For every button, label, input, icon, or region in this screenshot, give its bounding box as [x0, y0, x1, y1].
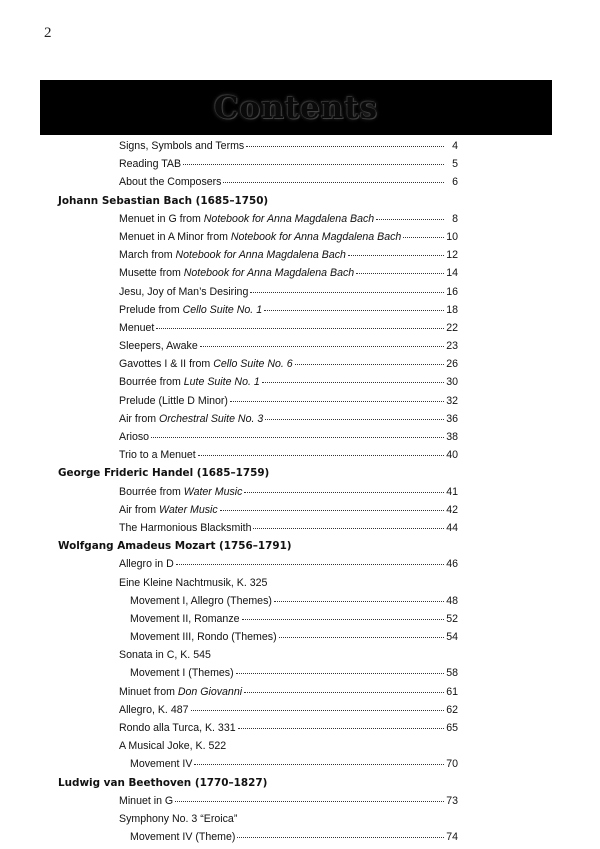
toc-entry — [58, 395, 458, 413]
dot-leader — [200, 346, 444, 347]
toc-title-text: Wolfgang Amadeus Mozart (1756–1791) — [58, 540, 292, 553]
dot-leader — [242, 619, 444, 620]
toc-page-number: 62 — [446, 703, 458, 716]
toc-title-text: Eine Kleine Nachtmusik, K. 325 — [119, 576, 268, 589]
toc-entry — [58, 449, 458, 467]
toc-page-number: 38 — [446, 431, 458, 443]
toc-title-text: Trio to a Menuet — [119, 449, 196, 462]
toc-entry — [58, 522, 458, 540]
composer-heading — [58, 467, 458, 485]
toc-page-number: 14 — [446, 267, 458, 280]
toc-title-italic: Cello Suite No. 6 — [213, 358, 293, 371]
toc-page-number: 70 — [446, 758, 458, 771]
toc-title — [119, 340, 198, 352]
dot-leader — [230, 401, 444, 402]
toc-title — [119, 376, 260, 388]
toc-page-number: 32 — [446, 394, 458, 407]
dot-leader — [403, 237, 444, 238]
toc-page-number: 5 — [452, 158, 458, 171]
toc-title-italic: Orchestral Suite No. 3 — [159, 412, 264, 425]
toc-title — [119, 249, 346, 261]
toc-title — [119, 158, 181, 170]
dot-leader — [279, 637, 444, 638]
toc-title-text: Rondo alla Turca, K. 331 — [119, 722, 236, 734]
toc-entry — [58, 722, 458, 740]
banner-title: Contents — [213, 89, 379, 126]
dot-leader — [238, 728, 444, 729]
toc-title — [130, 667, 234, 679]
toc-subhead — [58, 649, 458, 667]
toc-entry — [58, 376, 458, 394]
toc-title-text: About the Composers — [119, 176, 222, 189]
toc-title-text: Prelude from — [119, 303, 183, 316]
toc-title — [119, 577, 267, 589]
dot-leader — [356, 273, 444, 274]
toc-page-number: 4 — [452, 140, 458, 152]
dot-leader — [246, 146, 444, 147]
toc-page-number: 12 — [446, 249, 458, 262]
toc-title — [119, 722, 236, 734]
toc-page-number: 10 — [446, 230, 458, 243]
dot-leader — [151, 437, 444, 438]
dot-leader — [250, 292, 444, 293]
toc-title — [119, 704, 189, 716]
dot-leader — [295, 364, 444, 365]
toc-title-text: Allegro, K. 487 — [119, 703, 189, 716]
toc-title — [119, 213, 374, 225]
toc-title-text: Movement II, Romanze — [130, 612, 240, 625]
dot-leader — [348, 255, 444, 256]
toc-entry — [58, 249, 458, 267]
toc-title — [119, 522, 251, 534]
toc-page-number: 16 — [446, 285, 458, 298]
toc-page-number: 74 — [446, 831, 458, 844]
page-number: 2 — [44, 25, 52, 41]
toc-entry — [58, 558, 458, 576]
toc-title — [119, 558, 174, 570]
toc-page-number: 48 — [446, 594, 458, 607]
toc-entry — [58, 340, 458, 358]
dot-leader — [265, 419, 444, 420]
toc-title-italic: Notebook for Anna Magdalena Bach — [175, 249, 346, 262]
toc-title-text: Movement I (Themes) — [130, 667, 234, 680]
toc-title-text: March from — [119, 249, 176, 262]
toc-page-number: 6 — [452, 176, 458, 189]
toc-title-text: Minuet from — [119, 685, 178, 698]
dot-leader — [244, 692, 444, 693]
dot-leader — [198, 455, 444, 456]
toc-title — [119, 176, 221, 188]
toc-page-number: 58 — [446, 667, 458, 680]
toc-title-italic: Notebook for Anna Magdalena Bach — [203, 212, 375, 225]
toc-page-number: 40 — [446, 449, 458, 462]
toc-title-text: Jesu, Joy of Man’s Desiring — [119, 285, 249, 298]
dot-leader — [264, 310, 444, 311]
toc-title-text: Air from — [119, 503, 160, 516]
toc-title — [119, 267, 354, 279]
toc-title — [130, 758, 192, 770]
dot-leader — [244, 492, 444, 493]
composer-heading — [58, 195, 458, 213]
toc-title — [119, 649, 211, 661]
toc-entry — [58, 504, 458, 522]
toc-title-text: Ludwig van Beethoven (1770–1827) — [58, 776, 268, 789]
toc-title-italic: Notebook for Anna Magdalena Bach — [183, 267, 355, 280]
toc-page-number: 22 — [446, 321, 458, 334]
toc-title — [119, 686, 242, 698]
toc-title-text: Movement IV — [130, 758, 193, 771]
toc-title-text: Menuet in G from — [119, 212, 204, 225]
toc-title — [119, 431, 149, 443]
dot-leader — [220, 510, 444, 511]
toc-title-text: Bourrée from — [119, 376, 184, 389]
toc-title-text: Gavottes I & II from — [119, 358, 214, 371]
toc-page-number: 65 — [446, 722, 458, 734]
toc-title-text: Johann Sebastian Bach (1685–1750) — [58, 194, 269, 207]
toc-entry — [58, 304, 458, 322]
toc-title-text: George Frideric Handel (1685–1759) — [58, 467, 270, 480]
toc-page-number: 44 — [446, 521, 458, 534]
toc-title-italic: Lute Suite No. 1 — [183, 376, 260, 389]
dot-leader — [175, 801, 444, 802]
toc-title — [130, 631, 277, 643]
toc-entry — [58, 431, 458, 449]
toc-entry — [58, 322, 458, 340]
dot-leader — [262, 382, 444, 383]
toc-page-number: 42 — [446, 503, 458, 516]
toc-entry — [58, 158, 458, 176]
toc-page-number: 54 — [446, 631, 458, 644]
toc-page-number: 73 — [446, 794, 458, 807]
toc-title-text: Musette from — [119, 267, 184, 280]
toc-title — [119, 413, 263, 425]
toc-title — [130, 831, 235, 843]
toc-title-text: Prelude (Little D Minor) — [119, 394, 228, 407]
toc-title-text: Movement I, Allegro (Themes) — [130, 594, 272, 607]
dot-leader — [191, 710, 445, 711]
toc-subhead — [58, 740, 458, 758]
toc-page-number: 52 — [446, 612, 458, 625]
toc-title — [119, 795, 173, 807]
toc-title-text: Menuet — [119, 321, 155, 334]
toc-page-number: 26 — [446, 358, 458, 371]
toc-title — [119, 140, 244, 152]
toc-title-italic: Notebook for Anna Magdalena Bach — [230, 230, 402, 243]
contents-banner — [40, 80, 552, 135]
toc-entry — [58, 704, 458, 722]
toc-subhead — [58, 577, 458, 595]
toc-title — [119, 395, 228, 407]
toc-title-text: Reading TAB — [119, 158, 182, 171]
toc-entry — [58, 758, 458, 776]
toc-entry — [58, 795, 458, 813]
toc-entry — [58, 231, 458, 249]
toc-entry — [58, 686, 458, 704]
toc-title-text: Allegro in D — [119, 558, 174, 571]
toc-entry — [58, 667, 458, 685]
toc-title — [58, 467, 269, 479]
dot-leader — [176, 564, 444, 565]
dot-leader — [376, 219, 444, 220]
toc-entry — [58, 358, 458, 376]
toc-title-italic: Water Music — [183, 485, 243, 498]
toc-title — [58, 540, 292, 552]
toc-title — [119, 449, 196, 461]
toc-title-italic: Don Giovanni — [177, 685, 243, 698]
composer-heading — [58, 777, 458, 795]
toc-title-text: Sonata in C, K. 545 — [119, 649, 211, 662]
toc-title-italic: Cello Suite No. 1 — [182, 303, 263, 316]
toc-subhead — [58, 813, 458, 831]
toc-title-text: Symphony No. 3 “Eroica” — [119, 812, 238, 825]
dot-leader — [194, 764, 444, 765]
toc-title — [130, 613, 240, 625]
toc-title-text: Signs, Symbols and Terms — [119, 140, 245, 152]
toc-page-number: 8 — [452, 212, 458, 225]
dot-leader — [253, 528, 444, 529]
toc-entry — [58, 631, 458, 649]
toc-entry — [58, 613, 458, 631]
toc-title — [58, 195, 268, 207]
dot-leader — [237, 837, 444, 838]
toc-entry — [58, 413, 458, 431]
toc-title-text: Air from — [119, 412, 160, 425]
toc-title — [119, 740, 226, 752]
toc-page-number: 46 — [446, 558, 458, 571]
dot-leader — [156, 328, 444, 329]
toc-title-text: The Harmonious Blacksmith — [119, 521, 252, 534]
toc-entry — [58, 486, 458, 504]
toc-title — [119, 358, 293, 370]
toc-entry — [58, 286, 458, 304]
toc-page-number: 18 — [446, 303, 458, 316]
toc-entry — [58, 213, 458, 231]
composer-heading — [58, 540, 458, 558]
toc-title — [119, 322, 154, 334]
toc-title-italic: Water Music — [159, 503, 218, 516]
toc-page-number: 23 — [446, 340, 458, 353]
toc-title — [119, 304, 262, 316]
toc-title — [130, 595, 272, 607]
toc-title — [119, 813, 237, 825]
dot-leader — [223, 182, 444, 183]
toc-entry — [58, 176, 458, 194]
dot-leader — [183, 164, 444, 165]
dot-leader — [274, 601, 444, 602]
toc-title-text: Movement IV (Theme) — [130, 831, 236, 844]
toc-entry — [58, 140, 458, 158]
toc-page-number: 41 — [446, 485, 458, 498]
toc-title-text: A Musical Joke, K. 522 — [119, 740, 227, 753]
toc-title-text: Minuet in G — [119, 794, 174, 807]
table-of-contents — [58, 140, 458, 849]
toc-title — [119, 504, 218, 516]
toc-entry — [58, 595, 458, 613]
toc-title — [119, 286, 248, 298]
toc-page-number: 30 — [446, 376, 458, 389]
toc-entry — [58, 267, 458, 285]
dot-leader — [236, 673, 444, 674]
toc-entry — [58, 831, 458, 849]
toc-title — [119, 231, 401, 243]
toc-title-text: Menuet in A Minor from — [119, 230, 231, 243]
toc-page-number: 36 — [446, 412, 458, 425]
toc-title — [119, 486, 242, 498]
toc-title-text: Bourrée from — [119, 485, 184, 498]
toc-title — [58, 777, 267, 789]
toc-title-text: Sleepers, Awake — [119, 340, 198, 353]
toc-title-text: Arioso — [119, 431, 150, 443]
toc-title-text: Movement III, Rondo (Themes) — [130, 631, 277, 644]
toc-page-number: 61 — [446, 685, 458, 698]
